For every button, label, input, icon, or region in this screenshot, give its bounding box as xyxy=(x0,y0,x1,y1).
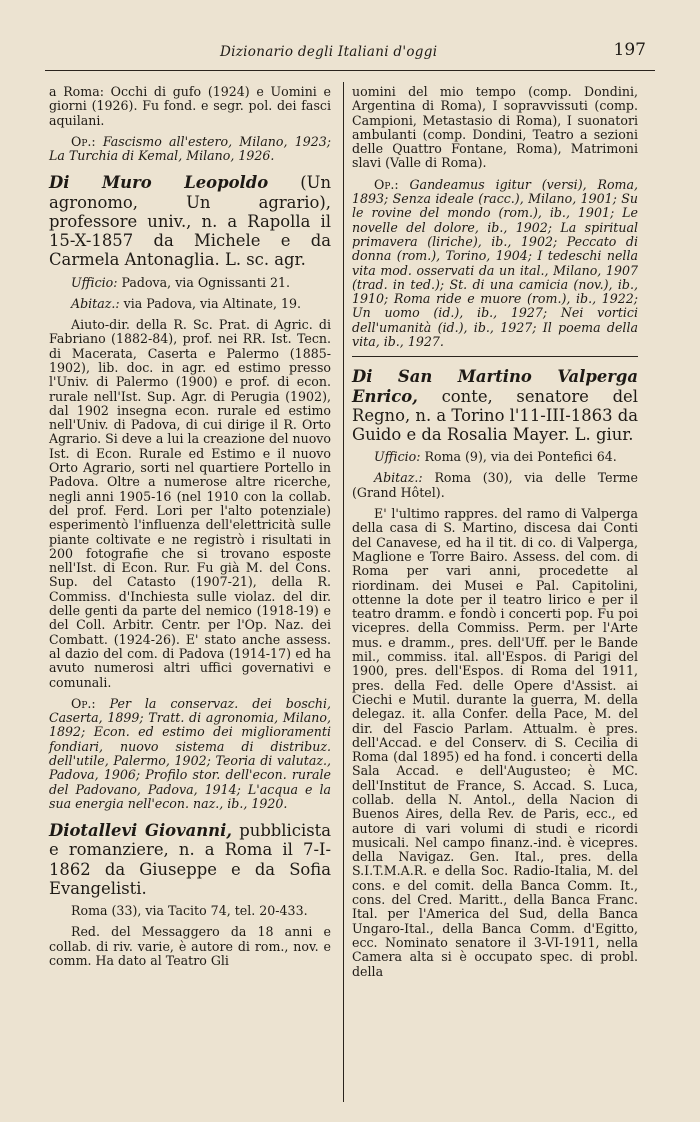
office-address xyxy=(49,276,331,290)
running-head xyxy=(150,40,660,66)
entry-di-san-martino xyxy=(352,367,638,979)
entry-heading xyxy=(49,821,331,898)
home-label: Abitaz.: xyxy=(374,470,423,486)
office-address xyxy=(352,450,638,464)
running-title: Dizionario degli Italiani d'oggi xyxy=(220,44,438,60)
home-text: Roma (30), via delle Terme (Grand Hôtel). xyxy=(352,470,638,500)
entry-di-muro xyxy=(49,173,331,811)
works-text: Gandeamus igitur (versi), Roma, 1893; Senza ideale (racc.), Milano, 1901; Su le rovine del mondo (rom.), ib., 1901; Le novelle del dolore, ib., 1902; La spiritual primavera (liriche), ib., 1902; Peccato di donna (rom.), Torino, 1904; I tedeschi nella vita mod. osservati da un ital., Milano, 1907 (trad. in ted.); St. di una camicia (nov.), ib., 1910; Roma ride e muore (rom.), ib., 1922; Un uomo (id.), ib., 1927; Nei vortici dell'umanità (id.), ib., 1927; Il poema della vita, ib., 1927. xyxy=(352,176,638,350)
column-rule xyxy=(343,82,344,1102)
entry-body: E' l'ultimo rappres. del ramo di Valperga della casa di S. Martino, discesa dai Conti del Canavese, ed ha il tit. di co. di Valperga, Maglione e Torre Bairo. Assess. del com. di Roma per vari anni, procedette al riordinam. dei Musei e Pal. Capitolini, ottenne la dote per il teatro lirico e per il teatro dramm. e fondò i concerti pop. Fu poi vicepres. della Commiss. Perm. per l'Arte mus. e dramm., pres. dell'Uff. per le Bande mil., commiss. ital. all'Espos. di Parigi del 1900, pres. dell'Espos. di Roma del 1911, pres. della Fed. delle Opere d'Assist. ai Ciechi e Mutil. durante la guerra, M. della delegaz. it. alla Confer. della Pace, M. del dir. del Fascio Parlam. Attualm. è pres. dell'Accad. e del Conserv. di S. Cecilia di Roma (dal 1895) ed ha fond. i concerti della Sala Accad. e dell'Augusteo; è MC. dell'Institut de France, S. Accad. S. Luca, collab. della N. Antol., della Nacion di Buenos Aires, della Rev. de Paris, ecc., ed autore di vari volumi di studi e ricordi musicali. Nel campo finanz.-ind. è vicepres. della Navigaz. Gen. Ital., pres. della S.I.T.M.A.R. e della Soc. Radio-Italia, M. del cons. e del comit. della Banca Comm. It., cons. del Cred. Maritt., della Banca Franc. Ital. per l'America del Sud, della Banca Ungaro-Ital., della Banca Comm. d'Egitto, ecc. Nominato senatore il 3-VI-1911, nella Camera alta si è occupato spec. di probl. della xyxy=(352,506,638,979)
works-text: Per la conservaz. dei boschi, Caserta, 1899; Tratt. di agronomia, Milano, 1892; Econ. ed estimo dei miglioramenti fondiari, nuovo sistema di distribuz. dell'utile, Palermo, 1902; Teoria di valutaz., Padova, 1906; Profilo stor. dell'econ. rurale del Padovano, Padova, 1914; L'acqua e la sua energia nell'econ. naz., ib., 1920. xyxy=(49,695,331,811)
continuation-text: a Roma: Occhi di gufo (1924) e Uomini e giorni (1926). Fu fond. e segr. pol. dei fasci aquilani. xyxy=(49,84,331,128)
office-label: Ufficio: xyxy=(374,449,421,465)
works-text: Fascismo all'estero, Milano, 1923; La Turchia di Kemal, Milano, 1926. xyxy=(49,133,331,164)
home-address xyxy=(352,471,638,500)
works-label: Op.: xyxy=(374,176,399,192)
entry-heading-text: pubblicista e romanziere, n. a Roma il 7-I-1862 da Giuseppe e da Sofia Evangelisti. xyxy=(49,821,331,898)
header-rule xyxy=(45,70,655,71)
entry-heading-text: (Un agronomo, Un agrario), professore univ., n. a Rapolla il 15-X-1857 da Michele e da Carmela Antonaglia. L. sc. agr. xyxy=(49,173,331,270)
works-label: Op.: xyxy=(71,695,96,711)
continuation-text: uomini del mio tempo (comp. Dondini, Argentina di Roma), I sopravvissuti (comp. Campioni, Metastasio di Roma), I suonatori ambulanti (comp. Dondini, Teatro a sezioni delle Quattro Fontane, Roma), Matrimoni slavi (Valle di Roma). xyxy=(352,84,638,171)
office-text: Roma (9), via dei Pontefici 64. xyxy=(424,449,617,465)
entry-heading xyxy=(352,367,638,444)
office-label: Ufficio: xyxy=(71,274,118,290)
continuation-works xyxy=(352,178,638,350)
left-column xyxy=(49,85,331,975)
office-text: Padova, via Ognissanti 21. xyxy=(121,274,291,290)
entry-name: Diotallevi Giovanni, xyxy=(49,821,233,841)
page-number: 197 xyxy=(613,40,646,60)
continuation-works xyxy=(49,135,331,164)
home-text: via Padova, via Altinate, 19. xyxy=(123,295,302,311)
home-address xyxy=(49,297,331,311)
entry-diotallevi xyxy=(49,821,331,968)
entry-divider xyxy=(352,356,638,357)
entry-body: Red. del Messaggero da 18 anni e collab. di riv. varie, è autore di rom., nov. e comm. Ha dato al Teatro Gli xyxy=(49,924,331,968)
entry-name: Di San Martino Valperga Enrico, xyxy=(352,367,638,406)
entry-heading xyxy=(49,173,331,269)
home-address: Roma (33), via Tacito 74, tel. 20-433. xyxy=(71,903,308,918)
entry-body: Aiuto-dir. della R. Sc. Prat. di Agric. di Fabriano (1882-84), prof. nei RR. Ist. Tecn. di Macerata, Caserta e Palermo (1885-1902), lib. doc. in agr. ed estimo presso l'Univ. di Palermo (1900) e prof. di econ. rurale nell'Ist. Sup. Agr. di Perugia (1902), dal 1902 insegna econ. rurale ed estimo nell'Univ. di Padova, di cui dirige il R. Orto Agrario. Si deve a lui la creazione del nuovo Ist. di Econ. Rurale ed Estimo e il nuovo Orto Agrario, sorti nel quartiere Portello in Padova. Oltre a numerose altre ricerche, negli anni 1905-16 (nel 1910 con la collab. del prof. Ferd. Lori per l'alto potenziale) esperimentò l'influenza dell'elettricità sulle piante coltivate e ne registrò i risultati in 200 fotografie che si trovano esposte nell'Ist. di Econ. Rur. Fu già M. del Cons. Sup. del Catasto (1907-21), della R. Commiss. d'Inchiesta sulle violaz. del dir. delle genti da parte del nemico (1918-19) e del Coll. Arbitr. Centr. per l'Op. Naz. dei Combatt. (1924-26). E' stato anche assess. al dazio del com. di Padova (1914-17) ed ha avuto numerosi altri uffici governativi e comunali. xyxy=(49,317,331,690)
right-column xyxy=(352,85,638,986)
works-label: Op.: xyxy=(71,133,96,149)
entry-heading-text: conte, senatore del Regno, n. a Torino l'11-III-1863 da Guido e da Rosalia Mayer. L. giur. xyxy=(352,386,638,444)
entry-works xyxy=(49,697,331,811)
home-label: Abitaz.: xyxy=(71,295,120,311)
entry-name: Di Muro Leopoldo xyxy=(49,173,269,193)
